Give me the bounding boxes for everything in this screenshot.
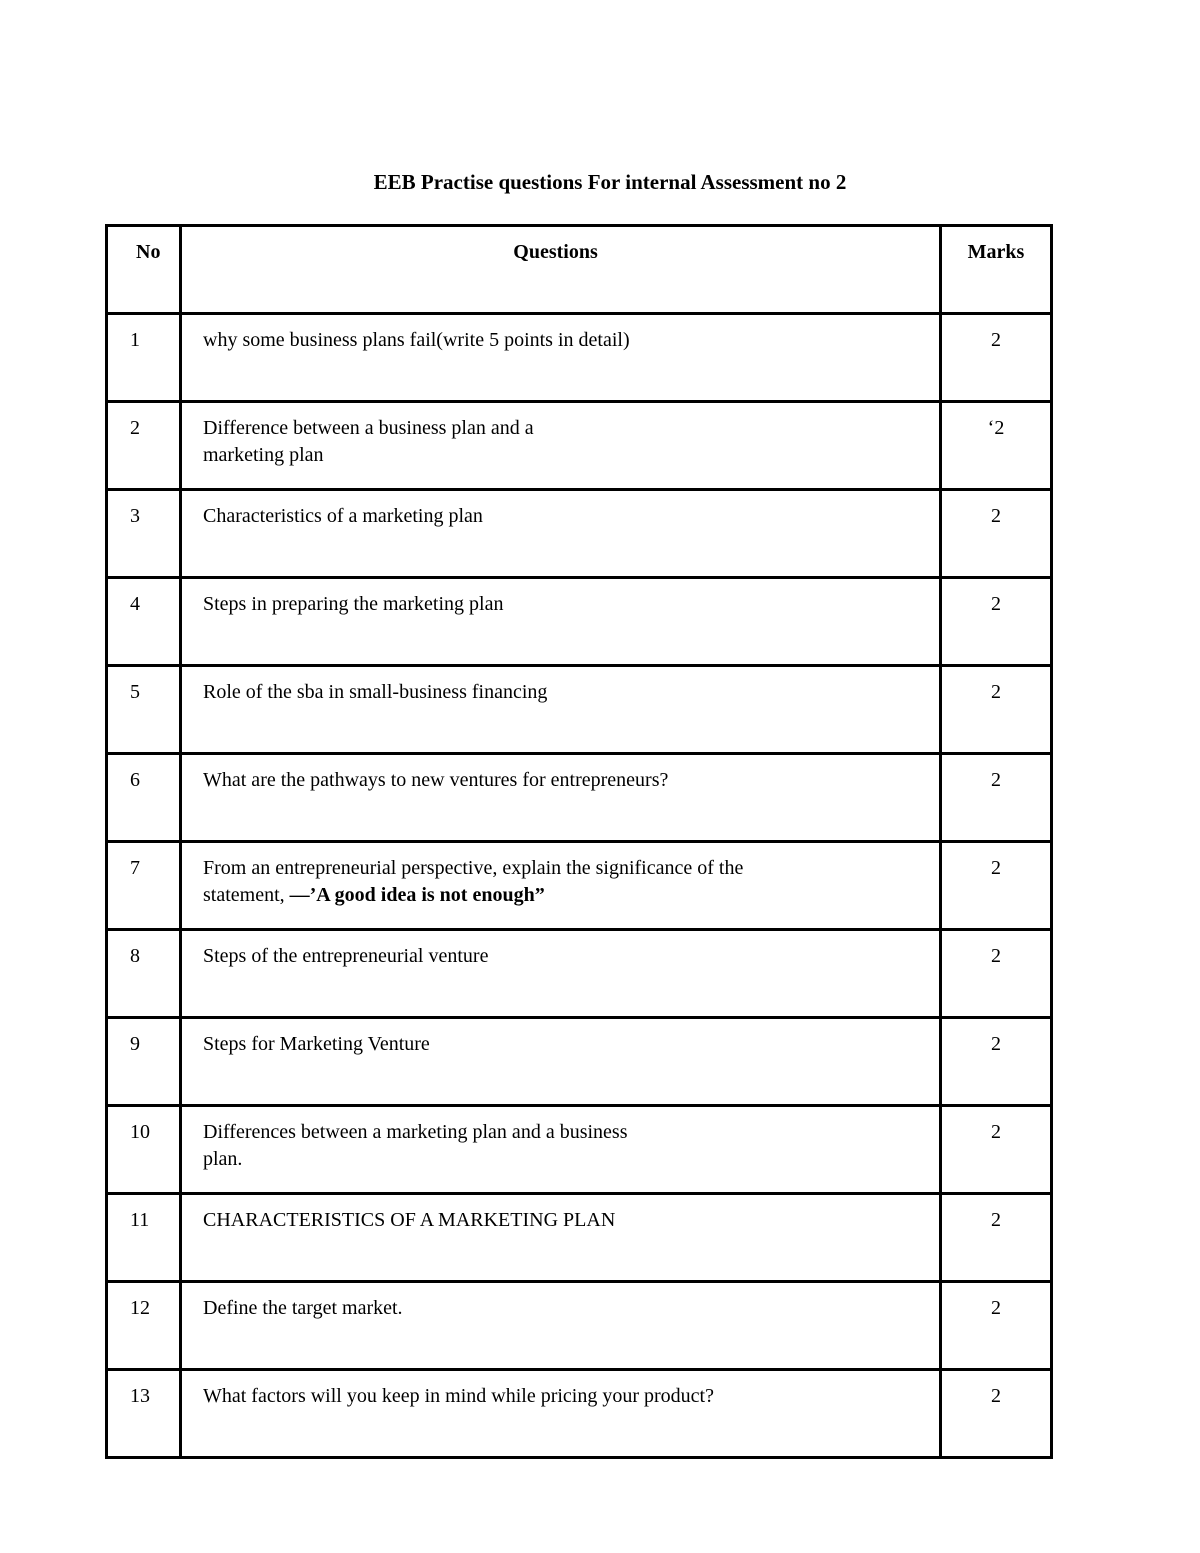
table-row [107,1370,1052,1458]
header-marks: Marks [941,226,1052,314]
row-question [181,842,941,930]
row-question: Role of the sba in small-business financing [181,666,941,754]
row-number: 2 [107,402,181,490]
row-number: 3 [107,490,181,578]
table-row [107,754,1052,842]
table-row [107,314,1052,402]
row-marks: 2 [941,490,1052,578]
row-number: 10 [107,1106,181,1194]
row-marks: 2 [941,1106,1052,1194]
row-marks: 2 [941,930,1052,1018]
table-row [107,490,1052,578]
header-no: No [107,226,181,314]
row-question: What factors will you keep in mind while pricing your product? [181,1370,941,1458]
row-marks: 2 [941,754,1052,842]
row-question: Steps of the entrepreneurial venture [181,930,941,1018]
row-marks: ‘2 [941,402,1052,490]
row-marks: 2 [941,314,1052,402]
row-question: Define the target market. [181,1282,941,1370]
row-question: CHARACTERISTICS OF A MARKETING PLAN [181,1194,941,1282]
table-row [107,578,1052,666]
row-question: Characteristics of a marketing plan [181,490,941,578]
row-number: 4 [107,578,181,666]
table-row [107,402,1052,490]
row-marks: 2 [941,1194,1052,1282]
table-row [107,930,1052,1018]
row-number: 6 [107,754,181,842]
header-questions: Questions [181,226,941,314]
row-number: 5 [107,666,181,754]
row-number: 11 [107,1194,181,1282]
question-emphasis: —’A good idea is not enough” [289,884,545,906]
row-question: why some business plans fail(write 5 points in detail) [181,314,941,402]
row-marks: 2 [941,666,1052,754]
row-question: What are the pathways to new ventures for entrepreneurs? [181,754,941,842]
document-title: EEB Practise questions For internal Assessment no 2 [373,170,847,194]
row-question: Steps in preparing the marketing plan [181,578,941,666]
row-marks: 2 [941,842,1052,930]
table-row [107,1106,1052,1194]
row-number: 1 [107,314,181,402]
table-header-row [107,226,1052,314]
row-question: Steps for Marketing Venture [181,1018,941,1106]
table-row [107,1018,1052,1106]
row-number: 8 [107,930,181,1018]
table-row [107,666,1052,754]
row-question: Difference between a business plan and a marketing plan [181,402,941,490]
row-number: 13 [107,1370,181,1458]
row-number: 9 [107,1018,181,1106]
row-marks: 2 [941,578,1052,666]
row-marks: 2 [941,1018,1052,1106]
row-question: Differences between a marketing plan and a business plan. [181,1106,941,1194]
table-row [107,1194,1052,1282]
table-row [107,1282,1052,1370]
question-text: From an entrepreneurial perspective, explain the significance of the statement, [203,857,744,906]
row-marks: 2 [941,1282,1052,1370]
row-number: 7 [107,842,181,930]
table-row [107,842,1052,930]
row-number: 12 [107,1282,181,1370]
questions-table [105,224,1053,1459]
row-marks: 2 [941,1370,1052,1458]
